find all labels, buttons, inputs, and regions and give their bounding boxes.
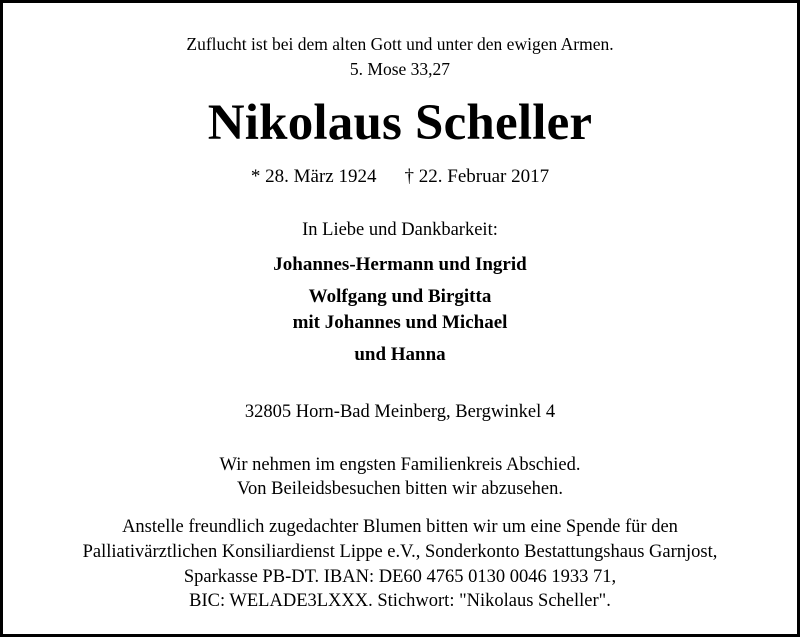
deceased-name: Nikolaus Scheller <box>207 95 593 151</box>
donation-note: BIC: WELADE3LXXX. Stichwort: "Nikolaus Scheller". <box>189 591 611 611</box>
donation-note: Palliativärztlichen Konsiliardienst Lippe e.V., Sonderkonto Bestattungshaus Garnjost, <box>82 542 718 562</box>
motto-quote: Zuflucht ist bei dem alten Gott und unter den ewigen Armen. <box>186 34 614 54</box>
birth-date: * 28. März 1924 <box>250 166 377 187</box>
mourner-line: Johannes-Hermann und Ingrid <box>273 254 527 275</box>
farewell-note: Von Beileidsbesuchen bitten wir abzusehen. <box>237 479 563 499</box>
family-address: 32805 Horn-Bad Meinberg, Bergwinkel 4 <box>244 402 556 422</box>
bible-reference: 5. Mose 33,27 <box>349 59 451 79</box>
donation-note: Sparkasse PB-DT. IBAN: DE60 4765 0130 0046 1933 71, <box>183 567 617 587</box>
mourner-line: Wolfgang und Birgitta <box>308 286 492 307</box>
death-date: † 22. Februar 2017 <box>404 166 550 187</box>
mourner-line: und Hanna <box>354 344 446 365</box>
life-dates <box>0 167 800 186</box>
donation-note: Anstelle freundlich zugedachter Blumen bitten wir um eine Spende für den <box>122 517 678 537</box>
mourners-intro: In Liebe und Dankbarkeit: <box>302 220 498 240</box>
mourner-line: mit Johannes und Michael <box>292 312 508 333</box>
farewell-note: Wir nehmen im engsten Familienkreis Abschied. <box>219 455 581 475</box>
